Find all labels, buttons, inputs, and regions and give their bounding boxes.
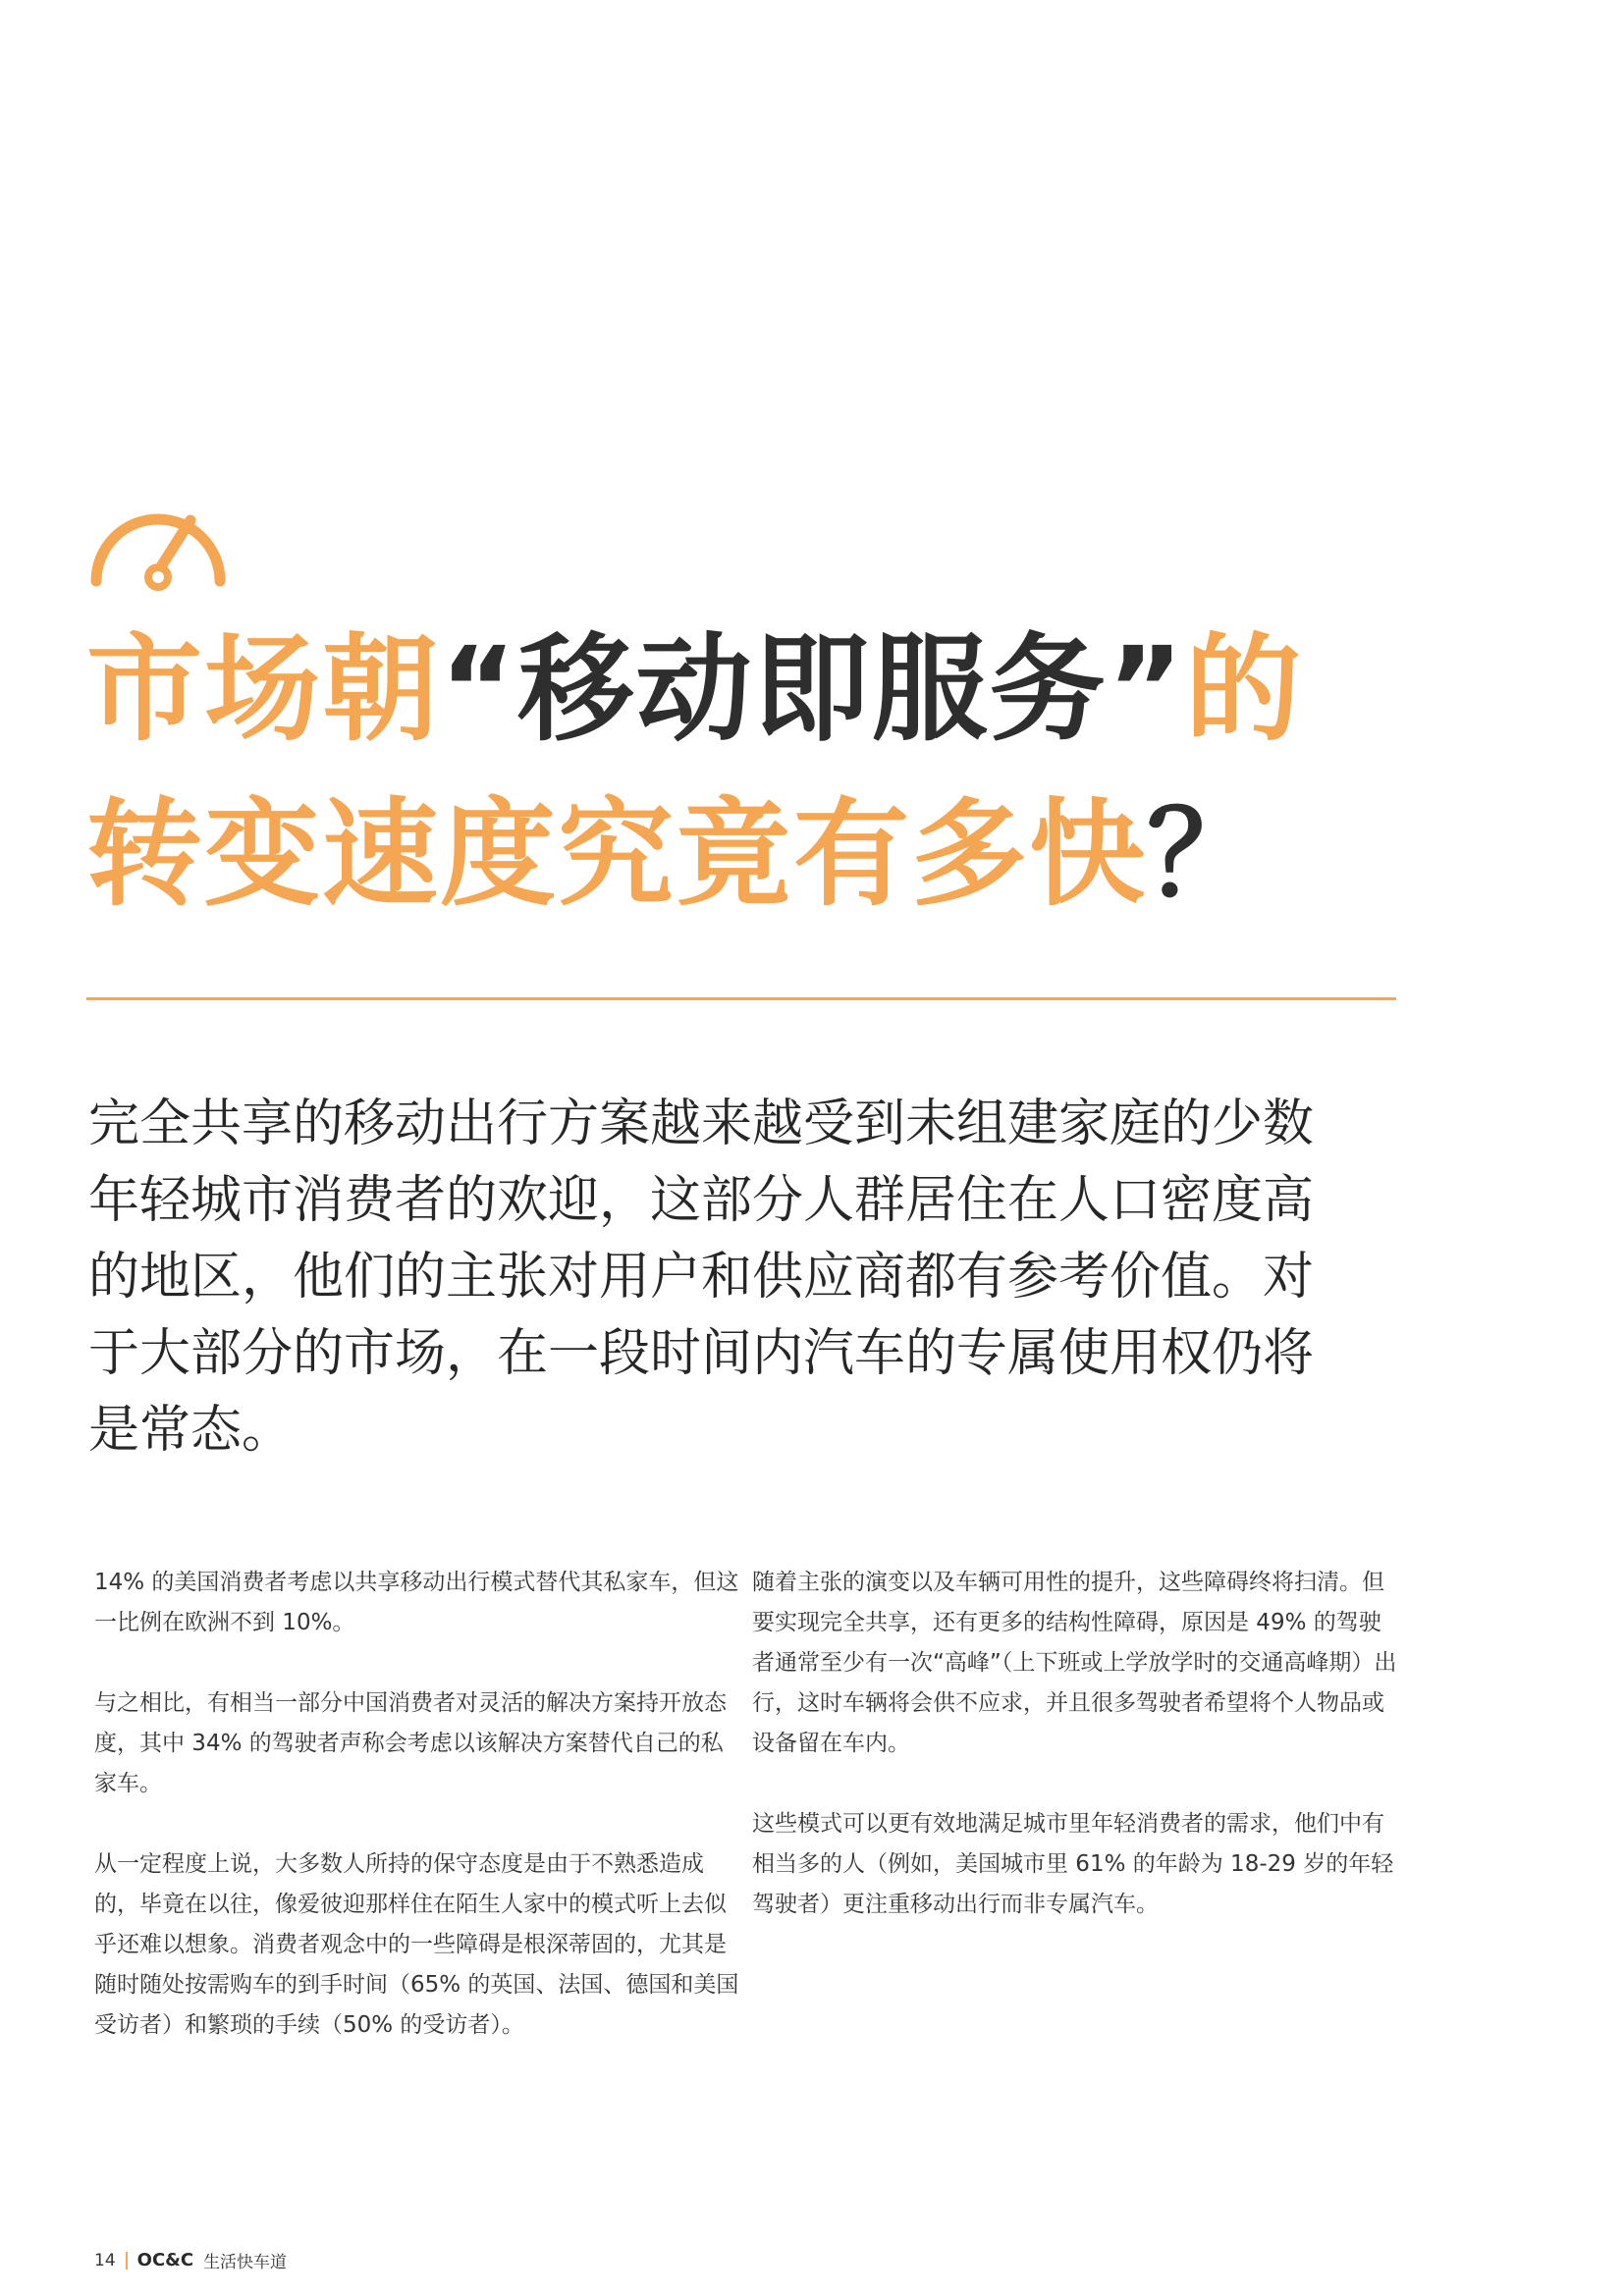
left-paragraph-1: 14% 的美国消费者考虑以共享移动出行模式替代其私家车，但这一比例在欧洲不到 10%。: [94, 1570, 739, 1635]
title-part-4: 转变速度究竟有多快: [86, 786, 1148, 922]
right-paragraph-1: 随着主张的演变以及车辆可用性的提升，这些障碍终将扫清。但要实现完全共享，还有更多的结构性障碍，原因是 49% 的驾驶者通常至少有一次“高峰”（上下班或上学放学时的交通高峰期）出行，这时车辆将会供不应求，并且很多驾驶者希望将个人物品或设备留在车内。: [752, 1570, 1397, 1756]
title-part-3: 的: [1185, 621, 1304, 757]
title-part-5: ？: [1147, 786, 1266, 922]
right-paragraph-2: 这些模式可以更有效地满足城市里年轻消费者的需求，他们中有相当多的人（例如，美国城市里 61% 的年龄为 18-29 岁的年轻驾驶者）更注重移动出行而非专属汽车。: [752, 1811, 1394, 1917]
left-column: [94, 1563, 742, 2086]
speedometer-gauge-icon: [84, 503, 232, 593]
footer-separator: [126, 2252, 128, 2269]
lead-paragraph: 完全共享的移动出行方案越来越受到未组建家庭的少数年轻城市消费者的欢迎，这部分人群居住在人口密度高的地区，他们的主张对用户和供应商都有参考价值。对于大部分的市场，在一段时间内汽车的专属使用权仍将是常态。: [88, 1095, 1315, 1460]
page-number: 14: [94, 2250, 116, 2270]
left-paragraph-3: 从一定程度上说，大多数人所持的保守态度是由于不熟悉造成的，毕竟在以往，像爱彼迎那样住在陌生人家中的模式听上去似乎还难以想象。消费者观念中的一些障碍是根深蒂固的，尤其是随时随处按需购车的到手时间（65% 的英国、法国、德国和美国受访者）和繁琐的手续（50% 的受访者）。: [94, 1851, 739, 2038]
footer-brand: OC&C: [136, 2250, 194, 2270]
page-title: [86, 607, 1481, 936]
title-divider: [86, 997, 1396, 1000]
footer-section-title: 生活快车道: [203, 2253, 288, 2272]
title-part-1: 市场朝: [86, 621, 441, 757]
title-part-2: “移动即服务”: [440, 621, 1186, 757]
left-paragraph-2: 与之相比，有相当一部分中国消费者对灵活的解决方案持开放态度，其中 34% 的驾驶者声称会考虑以该解决方案替代自己的私家车。: [94, 1690, 727, 1796]
page-footer: [94, 2248, 287, 2272]
right-column: [752, 1563, 1400, 1965]
